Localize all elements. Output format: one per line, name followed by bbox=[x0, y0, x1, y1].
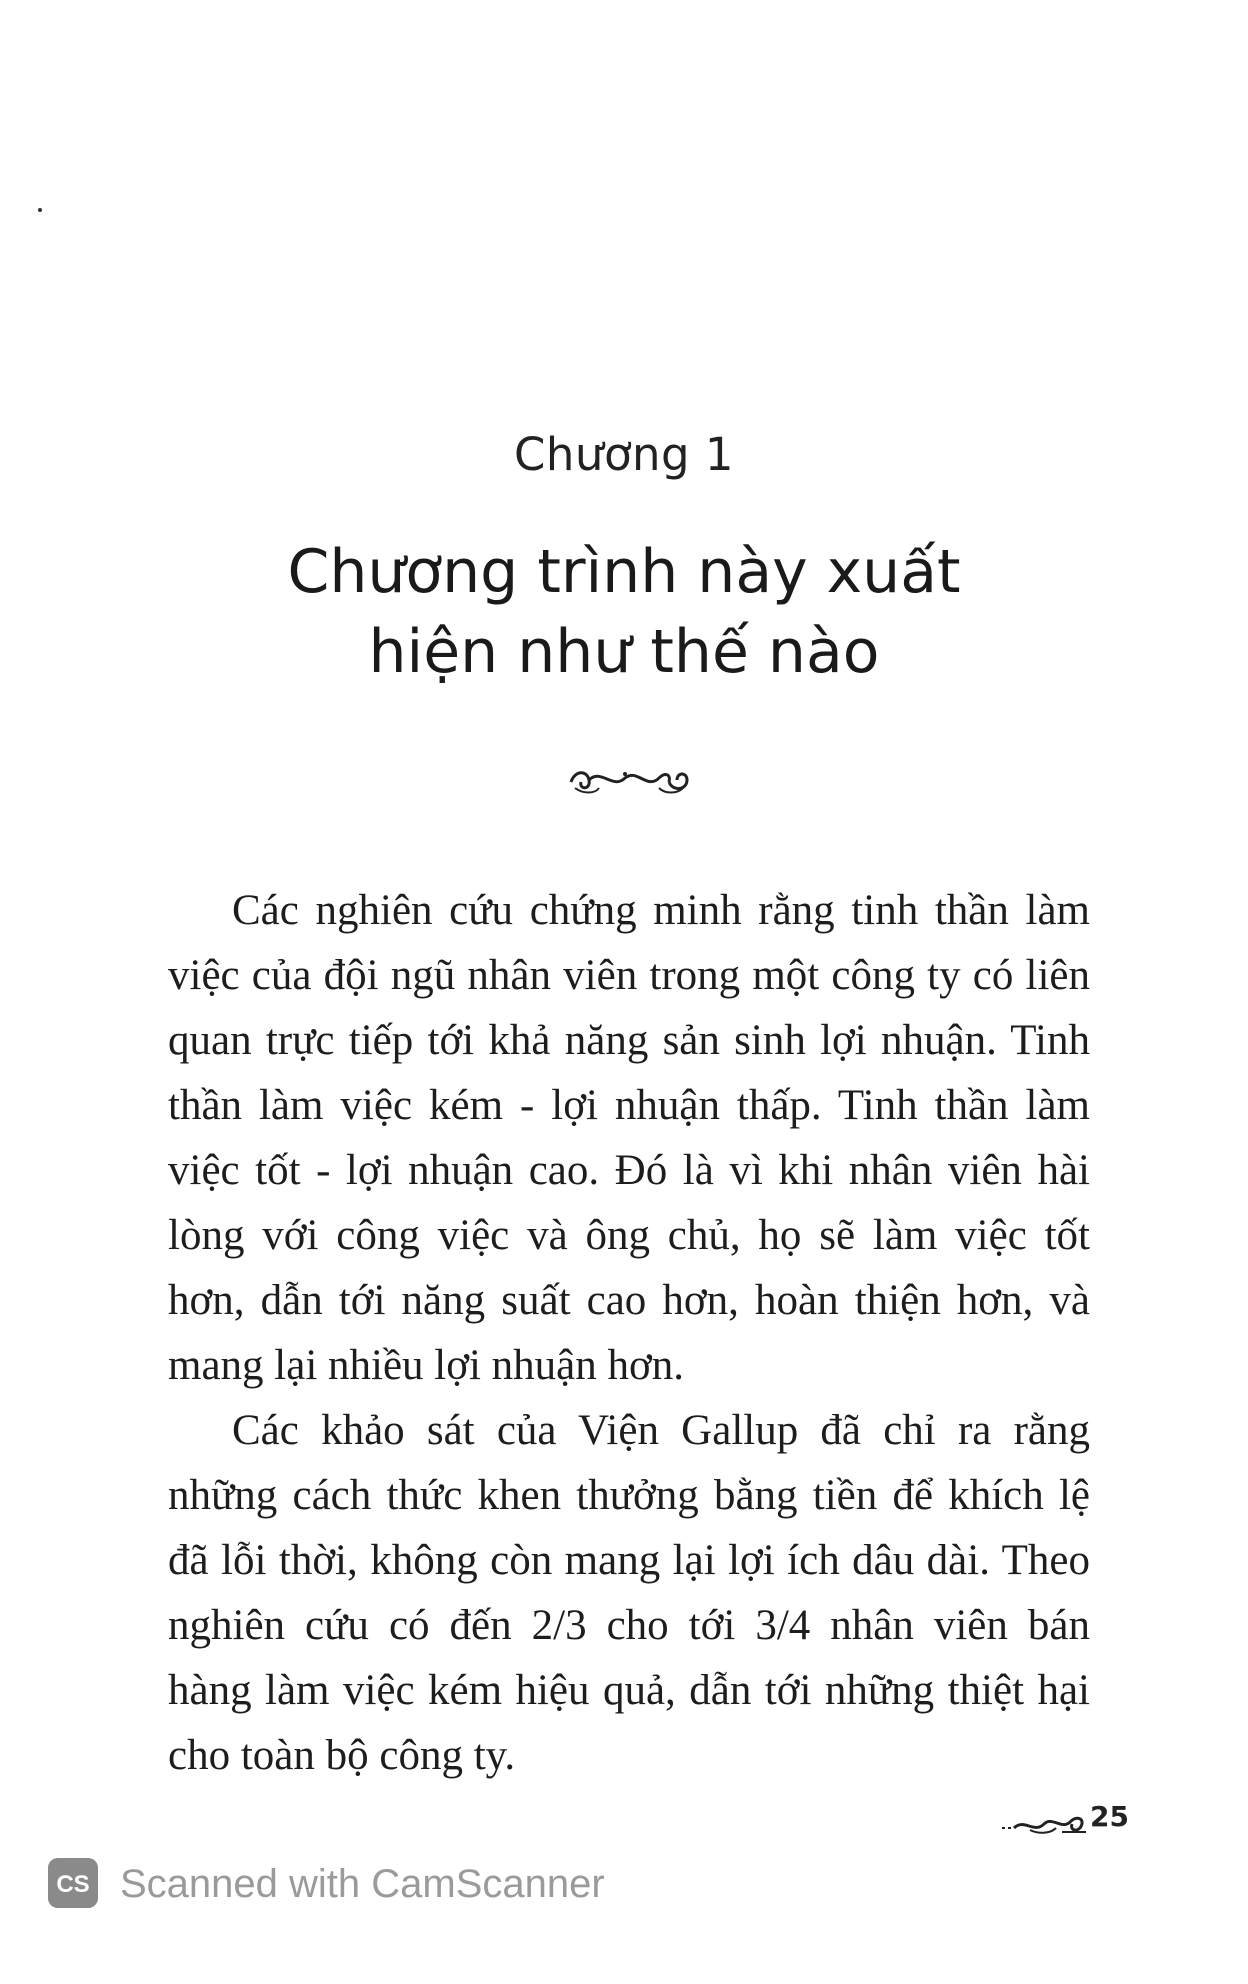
divider-ornament-icon bbox=[565, 760, 693, 800]
camscanner-logo-icon bbox=[48, 1858, 98, 1908]
camscanner-logo-text: CS bbox=[56, 1871, 90, 1898]
chapter-title-line-2: hiện như thế nào bbox=[368, 617, 880, 687]
swirl-ornament-icon bbox=[1000, 1804, 1088, 1836]
scan-speck bbox=[38, 208, 42, 212]
chapter-title bbox=[0, 532, 1248, 692]
paragraph: Các khảo sát của Viện Gallup đã chỉ ra rằng những cách thức khen thưởng bằng tiền để khích lệ đã lỗi thời, không còn mang lại lợi ích dâu dài. Theo nghiên cứu có đến 2/3 cho tới 3/4 nhân viên bán hàng làm việc kém hiệu quả, dẫn tới những thiệt hại cho toàn bộ công ty. bbox=[168, 1407, 1090, 1779]
chapter-title-line-1: Chương trình này xuất bbox=[287, 537, 961, 607]
page-number: 25 bbox=[1090, 1800, 1129, 1833]
scanner-watermark bbox=[48, 1858, 748, 1912]
watermark-text: Scanned with CamScanner bbox=[120, 1862, 605, 1906]
page-footer bbox=[1000, 1800, 1130, 1840]
body-text bbox=[168, 878, 1090, 1788]
paragraph: Các nghiên cứu chứng minh rằng tinh thần làm việc của đội ngũ nhân viên trong một công ty có liên quan trực tiếp tới khả năng sản sinh lợi nhuận. Tinh thần làm việc kém - lợi nhuận thấp. Tinh thần làm việc tốt - lợi nhuận cao. Đó là vì khi nhân viên hài lòng với công việc và ông chủ, họ sẽ làm việc tốt hơn, dẫn tới năng suất cao hơn, hoàn thiện hơn, và mang lại nhiều lợi nhuận hơn. bbox=[168, 887, 1090, 1389]
chapter-label: Chương 1 bbox=[513, 428, 734, 481]
